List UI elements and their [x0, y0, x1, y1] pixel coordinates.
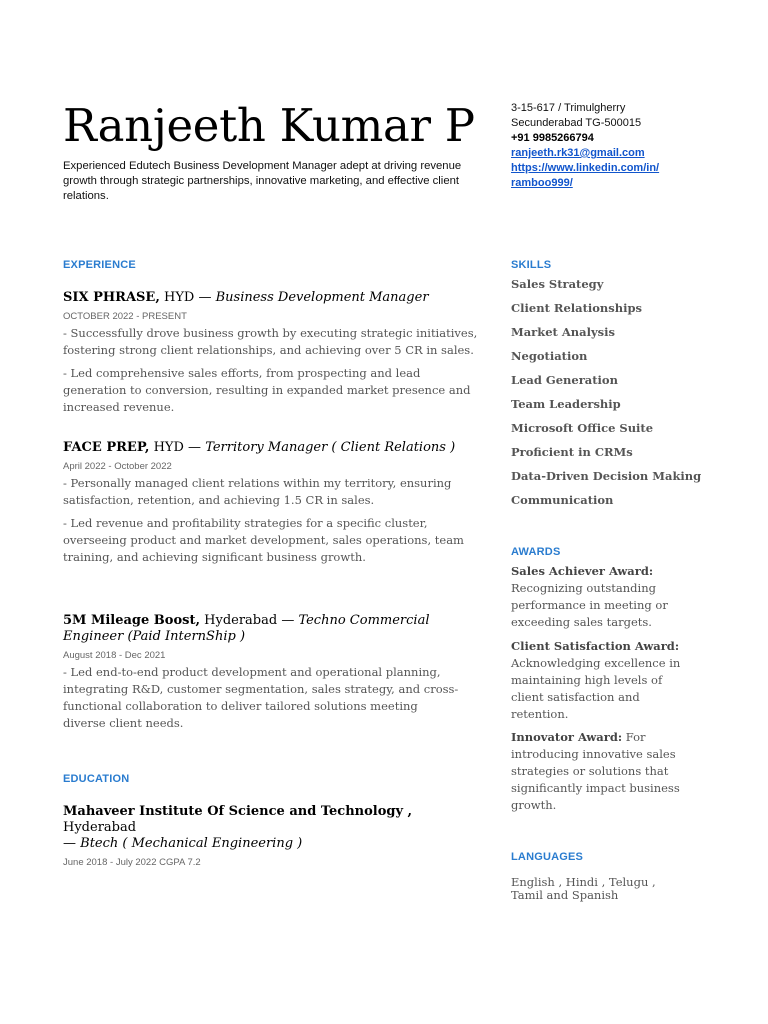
education-heading: EDUCATION	[63, 773, 130, 785]
education-heading-line	[63, 804, 478, 852]
award-item	[511, 729, 686, 814]
skill-item: Market Analysis	[511, 325, 615, 339]
education-dates: June 2018 - July 2022 CGPA 7.2	[63, 857, 201, 868]
skill-item: Client Relationships	[511, 301, 643, 315]
award-name: Innovator Award:	[511, 730, 623, 744]
job-bullet: - Led comprehensive sales efforts, from prospecting and lead generation to conversion, resulting in expanded market presence and increased revenue.	[63, 366, 471, 414]
job-heading	[63, 290, 478, 306]
education-entry	[63, 804, 478, 870]
job-bullet: - Successfully drove business growth by executing strategic initiatives, fostering strong client relationships, and achieving over 5 CR in sales.	[63, 326, 478, 357]
education-school: Mahaveer Institute Of Science and Technology ,	[63, 804, 413, 819]
languages-heading: LANGUAGES	[511, 851, 584, 863]
languages-list: English , Hindi , Telugu , Tamil and Spanish	[511, 875, 656, 902]
job-entry-1	[63, 290, 478, 416]
email-link[interactable]: ranjeeth.rk31@gmail.com	[511, 147, 645, 159]
award-item	[511, 563, 686, 631]
skill-item: Team Leadership	[511, 397, 621, 411]
education-location: Hyderabad	[63, 820, 137, 835]
education-degree-prefix: —	[63, 836, 81, 851]
job-location: HYD —	[149, 440, 206, 455]
linkedin-link-line-2: ramboo999/	[511, 177, 573, 189]
award-description: For introducing innovative sales strategies or solutions that significantly impact business growth.	[511, 730, 680, 812]
job-location: HYD —	[159, 290, 216, 305]
skill-item: Communication	[511, 493, 614, 507]
contact-block	[511, 101, 721, 191]
address-line-1: 3-15-617 / Trimulgherry	[511, 102, 626, 114]
job-dates: OCTOBER 2022 - PRESENT	[63, 311, 187, 322]
address-line-2: Secunderabad TG-500015	[511, 117, 642, 129]
job-company: 5M Mileage Boost,	[63, 613, 200, 628]
job-entry-3	[63, 613, 463, 732]
job-bullet: - Personally managed client relations within my territory, ensuring satisfaction, retention, and achieving 1.5 CR in sales.	[63, 476, 452, 507]
job-role: Business Development Manager	[215, 290, 429, 305]
skills-heading: SKILLS	[511, 259, 552, 271]
linkedin-link[interactable]	[511, 161, 721, 191]
award-name: Sales Achiever Award:	[511, 564, 654, 578]
skill-item: Proficient in CRMs	[511, 445, 633, 459]
job-role: Techno Commercial Engineer (Paid InternShip )	[63, 613, 430, 644]
job-dates: August 2018 - Dec 2021	[63, 650, 166, 661]
award-name: Client Satisfaction Award:	[511, 639, 680, 653]
skill-item: Sales Strategy	[511, 277, 604, 291]
experience-heading: EXPERIENCE	[63, 259, 136, 271]
phone-number: +91 9985266794	[511, 132, 594, 144]
award-description: Acknowledging excellence in maintaining high levels of client satisfaction and retention.	[511, 656, 681, 721]
job-role: Territory Manager ( Client Relations )	[205, 440, 456, 455]
skill-item: Data-Driven Decision Making	[511, 469, 702, 483]
resume-name: Ranjeeth Kumar P	[63, 99, 475, 152]
job-entry-2	[63, 440, 478, 566]
skill-item: Negotiation	[511, 349, 588, 363]
job-bullet: - Led end-to-end product development and operational planning, integrating R&D, customer segmentation, sales strategy, and cross-functional collaboration to deliver tailored solutions meeting diverse client needs.	[63, 665, 459, 730]
job-heading	[63, 440, 478, 456]
job-heading	[63, 613, 463, 645]
job-company: FACE PREP,	[63, 440, 150, 455]
resume-summary: Experienced Edutech Business Development Manager adept at driving revenue growth through strategic partnerships, innovative marketing, and effective client relations.	[63, 160, 462, 202]
skill-item: Lead Generation	[511, 373, 618, 387]
linkedin-link-line-1: https://www.linkedin.com/in/	[511, 162, 660, 174]
skill-item: Microsoft Office Suite	[511, 421, 654, 435]
job-bullet: - Led revenue and profitability strategies for a specific cluster, overseeing product and market development, sales operations, team training, and achieving significant business growth.	[63, 516, 464, 564]
awards-heading: AWARDS	[511, 546, 561, 558]
job-dates: April 2022 - October 2022	[63, 461, 172, 472]
education-degree: Btech ( Mechanical Engineering )	[80, 836, 303, 851]
award-item	[511, 638, 686, 723]
award-description: Recognizing outstanding performance in meeting or exceeding sales targets.	[511, 581, 668, 629]
job-location: Hyderabad —	[200, 613, 299, 628]
job-company: SIX PHRASE,	[63, 290, 160, 305]
